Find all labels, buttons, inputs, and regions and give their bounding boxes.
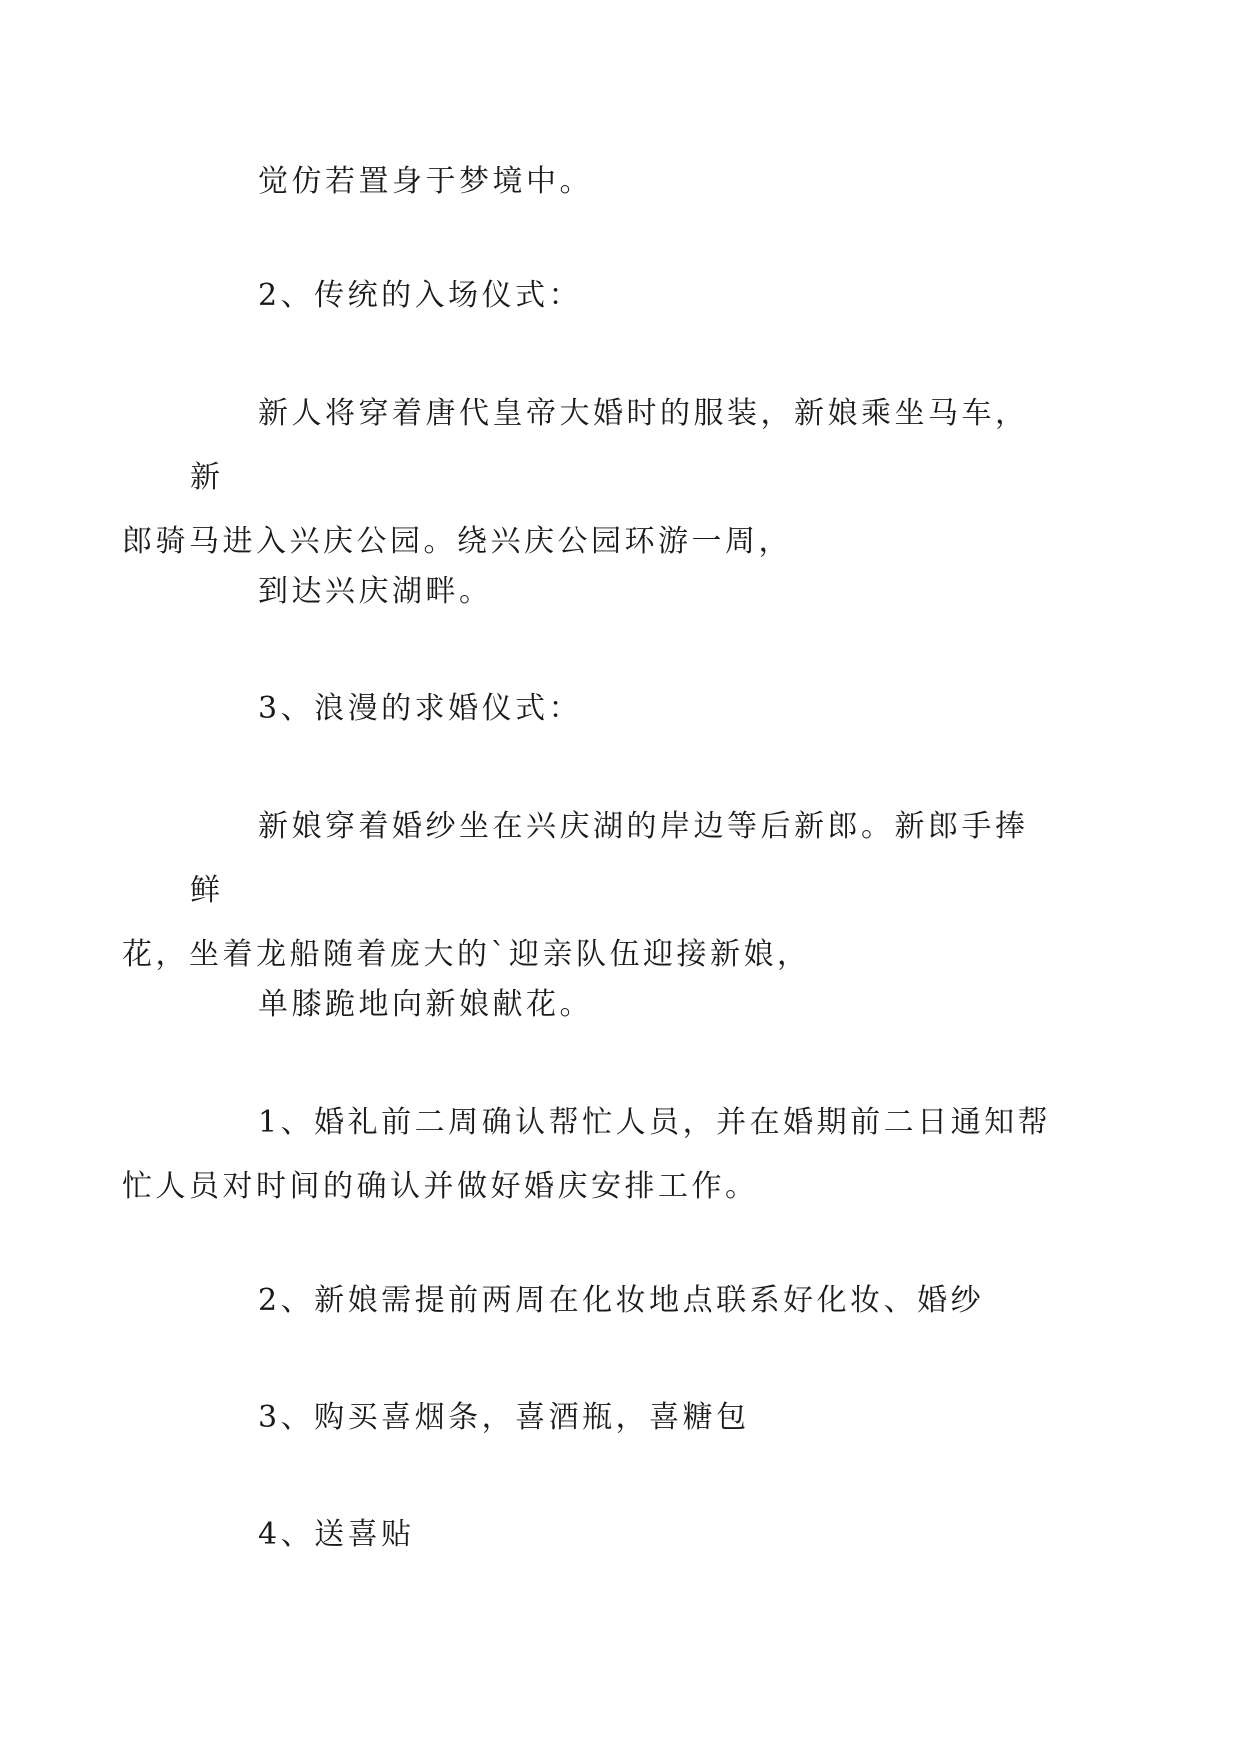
paragraph-lakeside [190,560,1060,624]
text-line: 单膝跪地向新娘献花。 [258,987,593,1022]
text-line: 忙人员对时间的确认并做好婚庆安排工作。 [122,1169,759,1204]
text-line: 新人将穿着唐代皇帝大婚时的服装，新娘乘坐马车，新 [190,396,1029,495]
paragraph-entrance-description [122,382,1060,574]
list-item-confirm-helpers [122,1091,1060,1219]
text-line: 到达兴庆湖畔。 [258,574,493,609]
heading-proposal-ceremony [190,677,1060,741]
text-line: 郎骑马进入兴庆公园。绕兴庆公园环游一周， [122,524,792,559]
list-item-purchase [190,1386,1060,1450]
text-line: 新娘穿着婚纱坐在兴庆湖的岸边等后新郎。新郎手捧鲜 [190,809,1029,908]
text-line: 4、送喜贴 [258,1517,415,1552]
text-line: 觉仿若置身于梦境中。 [258,164,593,199]
list-item-invitations [190,1503,1060,1567]
text-line: 花，坐着龙船随着庞大的`迎亲队伍迎接新娘， [122,937,811,972]
text-line: 2、传统的入场仪式： [258,278,583,313]
paragraph-proposal-description [122,795,1060,987]
text-line: 1、婚礼前二周确认帮忙人员，并在婚期前二日通知帮 [258,1105,1052,1140]
text-line: 2、新娘需提前两周在化妆地点联系好化妆、婚纱 [258,1283,985,1318]
paragraph-dream [190,150,1060,214]
text-line: 3、浪漫的求婚仪式： [258,691,583,726]
list-item-makeup [190,1269,1060,1333]
heading-entrance-ceremony [190,264,1060,328]
paragraph-kneel [190,973,1060,1037]
text-line: 3、购买喜烟条，喜酒瓶，喜糖包 [258,1400,750,1435]
